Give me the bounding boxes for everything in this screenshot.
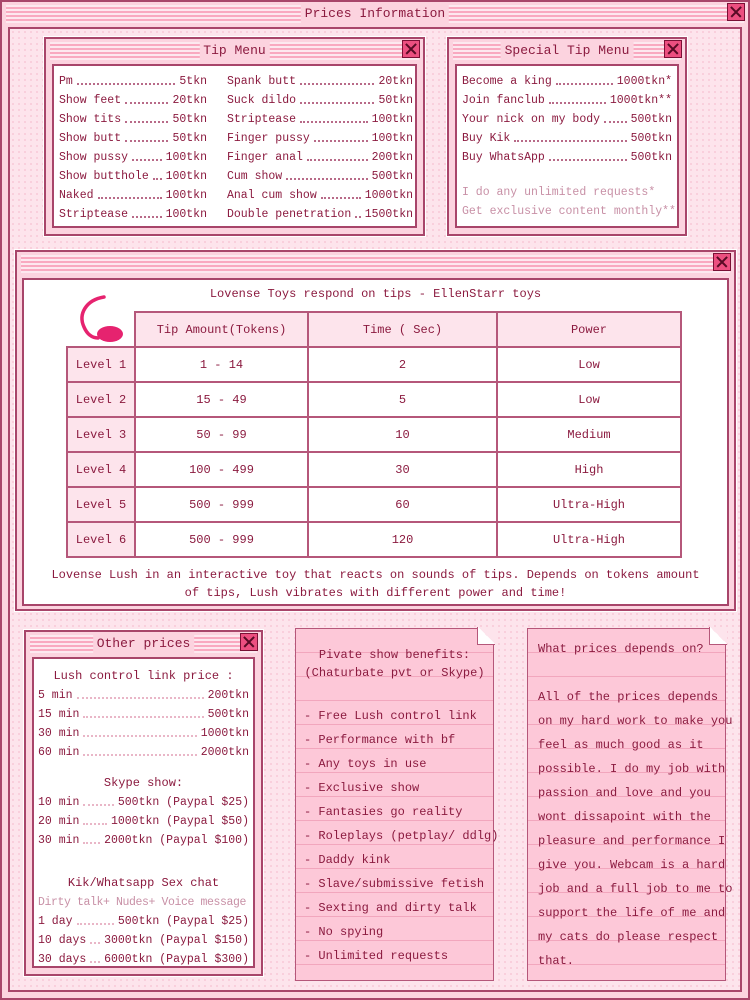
dot-leader <box>90 931 100 944</box>
blank-cell <box>67 312 135 347</box>
table-row <box>67 382 681 417</box>
benefit-item: - Roleplays (petplay/ ddlg) <box>304 829 499 843</box>
table-cell: 120 <box>308 522 497 557</box>
item-name: Striptease <box>227 113 297 126</box>
item-price: 3000tkn (Paypal $150) <box>104 934 249 947</box>
lovense-table <box>66 311 682 558</box>
item-price: 1000tkn (Paypal $50) <box>110 815 249 828</box>
table-cell: 500 - 999 <box>135 522 308 557</box>
benefit-item: - Any toys in use <box>304 757 427 771</box>
table-cell: 10 <box>308 417 497 452</box>
price-row <box>38 912 249 931</box>
spacer <box>38 850 249 874</box>
item-price: 1500tkn <box>364 208 413 221</box>
level-label: Level 4 <box>67 452 135 487</box>
table-cell: 500 - 999 <box>135 487 308 522</box>
price-row <box>227 72 413 91</box>
item-price: 2000tkn <box>200 746 249 759</box>
dot-leader <box>300 110 368 123</box>
note-heading: Pivate show benefits: <box>318 648 471 662</box>
lovense-title-bar[interactable] <box>21 255 730 273</box>
item-price: 200tkn <box>371 151 413 164</box>
item-price: 5tkn <box>179 75 207 88</box>
close-icon[interactable] <box>727 3 745 21</box>
item-name: Double penetration <box>227 208 352 221</box>
price-row <box>38 831 249 850</box>
special-menu-title: Special Tip Menu <box>501 42 634 60</box>
benefit-item: - Sexting and dirty talk <box>304 901 477 915</box>
item-name: 1 day <box>38 915 73 928</box>
special-menu-content <box>455 64 679 228</box>
level-label: Level 2 <box>67 382 135 417</box>
item-price: 500tkn (Paypal $25) <box>117 796 249 809</box>
price-row <box>38 686 249 705</box>
table-cell: 2 <box>308 347 497 382</box>
item-name: Show butt <box>59 132 122 145</box>
price-row <box>38 705 249 724</box>
tip-menu-title: Tip Menu <box>199 42 269 60</box>
price-row <box>59 186 207 205</box>
dot-leader <box>83 705 203 718</box>
item-name: 10 days <box>38 934 87 947</box>
item-name: 30 days <box>38 953 87 966</box>
price-row <box>59 91 207 110</box>
special-note-2: Get exclusive content monthly** <box>462 205 676 218</box>
dot-leader <box>125 110 168 123</box>
item-name: Become a king <box>462 75 552 88</box>
note-line: give you. Webcam is a hard <box>538 858 726 872</box>
table-cell: Ultra-High <box>497 522 681 557</box>
close-icon[interactable] <box>402 40 420 58</box>
other-prices-window <box>24 630 263 976</box>
item-name: Join fanclub <box>462 94 545 107</box>
tip-menu-title-bar[interactable] <box>50 42 419 60</box>
price-row <box>59 72 207 91</box>
item-price: 200tkn <box>207 689 249 702</box>
item-name: Show pussy <box>59 151 129 164</box>
dot-leader <box>549 148 627 161</box>
price-row <box>59 205 207 224</box>
table-cell: 15 - 49 <box>135 382 308 417</box>
note-line: support the life of me and <box>538 906 726 920</box>
note-line: possible. I do my job with <box>538 762 726 776</box>
dot-leader <box>83 812 107 825</box>
price-row <box>59 110 207 129</box>
lovense-window <box>15 250 736 611</box>
item-price: 100tkn <box>165 189 207 202</box>
tip-menu-window <box>44 37 425 236</box>
item-price: 6000tkn (Paypal $300) <box>104 953 249 966</box>
price-row <box>227 186 413 205</box>
column-header: Power <box>497 312 681 347</box>
price-row <box>227 110 413 129</box>
dot-leader <box>355 205 360 218</box>
item-name: 20 min <box>38 815 80 828</box>
item-name: 10 min <box>38 796 80 809</box>
other-prices-title: Other prices <box>93 635 195 653</box>
price-row <box>38 743 249 762</box>
table-row <box>67 487 681 522</box>
note-line: passion and love and you <box>538 786 711 800</box>
note-line: wont dissapoint with the <box>538 810 711 824</box>
dot-leader <box>132 205 162 218</box>
item-price: 500tkn (Paypal $25) <box>117 915 249 928</box>
level-label: Level 6 <box>67 522 135 557</box>
spacer <box>304 682 493 704</box>
price-row <box>462 148 672 167</box>
item-name: Pm <box>59 75 73 88</box>
price-row <box>462 110 672 129</box>
note-line: on my hard work to make you <box>538 714 733 728</box>
prices-depend-note <box>527 628 733 981</box>
item-name: Show butthole <box>59 170 149 183</box>
close-icon[interactable] <box>240 633 258 651</box>
dot-leader <box>77 912 114 925</box>
level-label: Level 5 <box>67 487 135 522</box>
column-header: Time ( Sec) <box>308 312 497 347</box>
item-name: Cum show <box>227 170 283 183</box>
note-line: my cats do please respect <box>538 930 719 944</box>
item-name: Anal cum show <box>227 189 317 202</box>
table-row <box>67 452 681 487</box>
item-name: Your nick on my body <box>462 113 601 126</box>
chat-heading: Kik/Whatsapp Sex chat <box>67 876 220 890</box>
price-row <box>38 812 249 831</box>
item-price: 2000tkn (Paypal $100) <box>104 834 249 847</box>
close-icon[interactable] <box>713 253 731 271</box>
dot-leader <box>77 686 204 699</box>
note-line: that. <box>538 954 575 968</box>
item-name: Show feet <box>59 94 122 107</box>
benefit-item: - Performance with bf <box>304 733 456 747</box>
item-name: Striptease <box>59 208 129 221</box>
price-row <box>227 91 413 110</box>
note-heading: (Chaturbate pvt or Skype) <box>304 666 485 680</box>
note-line: feel as much good as it <box>538 738 704 752</box>
item-price: 50tkn <box>378 94 413 107</box>
dot-leader <box>307 148 368 161</box>
item-price: 100tkn <box>165 151 207 164</box>
benefit-item: - Fantasies go reality <box>304 805 463 819</box>
dot-leader <box>125 129 168 142</box>
benefit-item: - Daddy kink <box>304 853 391 867</box>
item-name: Buy Kik <box>462 132 511 145</box>
item-name: Finger pussy <box>227 132 310 145</box>
benefit-item: - Slave/submissive fetish <box>304 877 485 891</box>
page-fold-icon <box>477 627 495 645</box>
item-name: 30 min <box>38 834 80 847</box>
page-fold-icon <box>709 627 727 645</box>
table-cell: High <box>497 452 681 487</box>
dot-leader <box>314 129 368 142</box>
note-line: All of the prices depends <box>538 690 719 704</box>
item-name: Spank butt <box>227 75 297 88</box>
price-row <box>462 129 672 148</box>
other-prices-content <box>32 657 255 968</box>
item-price: 1000tkn <box>200 727 249 740</box>
item-price: 100tkn <box>371 132 413 145</box>
tip-menu-content <box>52 64 417 228</box>
chat-subheading: Dirty talk+ Nudes+ Voice message <box>38 896 247 909</box>
table-cell: Low <box>497 382 681 417</box>
dot-leader <box>321 186 361 199</box>
note-heading: What prices depends on? <box>538 642 704 656</box>
item-name: Suck dildo <box>227 94 297 107</box>
item-name: Show tits <box>59 113 122 126</box>
dot-leader <box>77 72 176 85</box>
benefit-item: - Free Lush control link <box>304 709 477 723</box>
dot-leader <box>132 148 162 161</box>
special-menu-title-bar[interactable] <box>453 42 681 60</box>
item-price: 100tkn <box>165 208 207 221</box>
price-row <box>59 148 207 167</box>
price-row <box>38 931 249 950</box>
dot-leader <box>90 950 100 963</box>
item-price: 50tkn <box>172 113 207 126</box>
table-row <box>67 417 681 452</box>
level-label: Level 3 <box>67 417 135 452</box>
special-menu-list <box>462 72 672 167</box>
price-row <box>38 724 249 743</box>
dot-leader <box>556 72 613 85</box>
table-cell: 100 - 499 <box>135 452 308 487</box>
item-price: 1000tkn** <box>609 94 672 107</box>
special-note-1: I do any unlimited requests* <box>462 186 656 199</box>
dot-leader <box>83 831 100 844</box>
item-name: Buy WhatsApp <box>462 151 545 164</box>
table-header-row <box>67 312 681 347</box>
dot-leader <box>153 167 162 180</box>
item-price: 50tkn <box>172 132 207 145</box>
benefit-item: - Exclusive show <box>304 781 420 795</box>
dot-leader <box>514 129 626 142</box>
item-price: 1000tkn <box>364 189 413 202</box>
item-price: 100tkn <box>371 113 413 126</box>
item-name: 5 min <box>38 689 73 702</box>
benefit-item: - Unlimited requests <box>304 949 449 963</box>
tip-menu-left-list <box>59 72 207 224</box>
dot-leader <box>98 186 162 199</box>
dot-leader <box>549 91 606 104</box>
dot-leader <box>83 724 196 737</box>
item-name: Finger anal <box>227 151 303 164</box>
item-price: 1000tkn* <box>616 75 672 88</box>
tip-menu-right-list <box>227 72 413 224</box>
price-row <box>227 129 413 148</box>
table-cell: Ultra-High <box>497 487 681 522</box>
level-label: Level 1 <box>67 347 135 382</box>
window-title: Prices Information <box>301 5 449 23</box>
table-cell: 1 - 14 <box>135 347 308 382</box>
dot-leader <box>83 793 113 806</box>
dot-leader <box>83 743 196 756</box>
note-line: job and a full job to me to <box>538 882 733 896</box>
item-price: 100tkn <box>165 170 207 183</box>
table-row <box>67 347 681 382</box>
item-price: 500tkn <box>207 708 249 721</box>
lovense-title: Lovense Toys respond on tips - EllenStarr toys <box>209 287 542 301</box>
note-line: pleasure and performance I <box>538 834 726 848</box>
dot-leader <box>300 72 374 85</box>
price-row <box>462 72 672 91</box>
dot-leader <box>286 167 367 180</box>
item-price: 20tkn <box>172 94 207 107</box>
price-row <box>227 205 413 224</box>
price-row <box>227 167 413 186</box>
dot-leader <box>604 110 627 123</box>
lush-heading: Lush control link price : <box>53 669 234 683</box>
item-price: 500tkn <box>630 132 672 145</box>
table-cell: 50 - 99 <box>135 417 308 452</box>
private-show-note <box>295 628 499 981</box>
benefit-item: - No spying <box>304 925 384 939</box>
table-row <box>67 522 681 557</box>
table-cell: 60 <box>308 487 497 522</box>
item-name: 30 min <box>38 727 80 740</box>
spacer <box>538 661 725 685</box>
item-price: 20tkn <box>378 75 413 88</box>
column-header: Tip Amount(Tokens) <box>135 312 308 347</box>
table-cell: Low <box>497 347 681 382</box>
price-row <box>227 148 413 167</box>
item-price: 500tkn <box>371 170 413 183</box>
spacer <box>38 762 249 774</box>
table-cell: 5 <box>308 382 497 417</box>
price-row <box>59 167 207 186</box>
price-row <box>38 793 249 812</box>
table-cell: Medium <box>497 417 681 452</box>
dot-leader <box>125 91 168 104</box>
item-name: 60 min <box>38 746 80 759</box>
price-row <box>462 91 672 110</box>
item-name: Naked <box>59 189 94 202</box>
price-row <box>59 129 207 148</box>
main-title-bar[interactable] <box>6 5 744 23</box>
price-row <box>38 950 249 969</box>
skype-heading: Skype show: <box>103 776 184 790</box>
dot-leader <box>300 91 374 104</box>
lovense-footer-1: Lovense Lush in an interactive toy that reacts on sounds of tips. Depends on tokens amount <box>51 568 700 582</box>
lovense-content <box>22 278 729 606</box>
close-icon[interactable] <box>664 40 682 58</box>
item-price: 500tkn <box>630 113 672 126</box>
lovense-footer-2: of tips, Lush vibrates with different power and time! <box>184 586 567 600</box>
special-tip-menu-window <box>447 37 687 236</box>
other-prices-title-bar[interactable] <box>30 635 257 653</box>
item-name: 15 min <box>38 708 80 721</box>
item-price: 500tkn <box>630 151 672 164</box>
table-cell: 30 <box>308 452 497 487</box>
